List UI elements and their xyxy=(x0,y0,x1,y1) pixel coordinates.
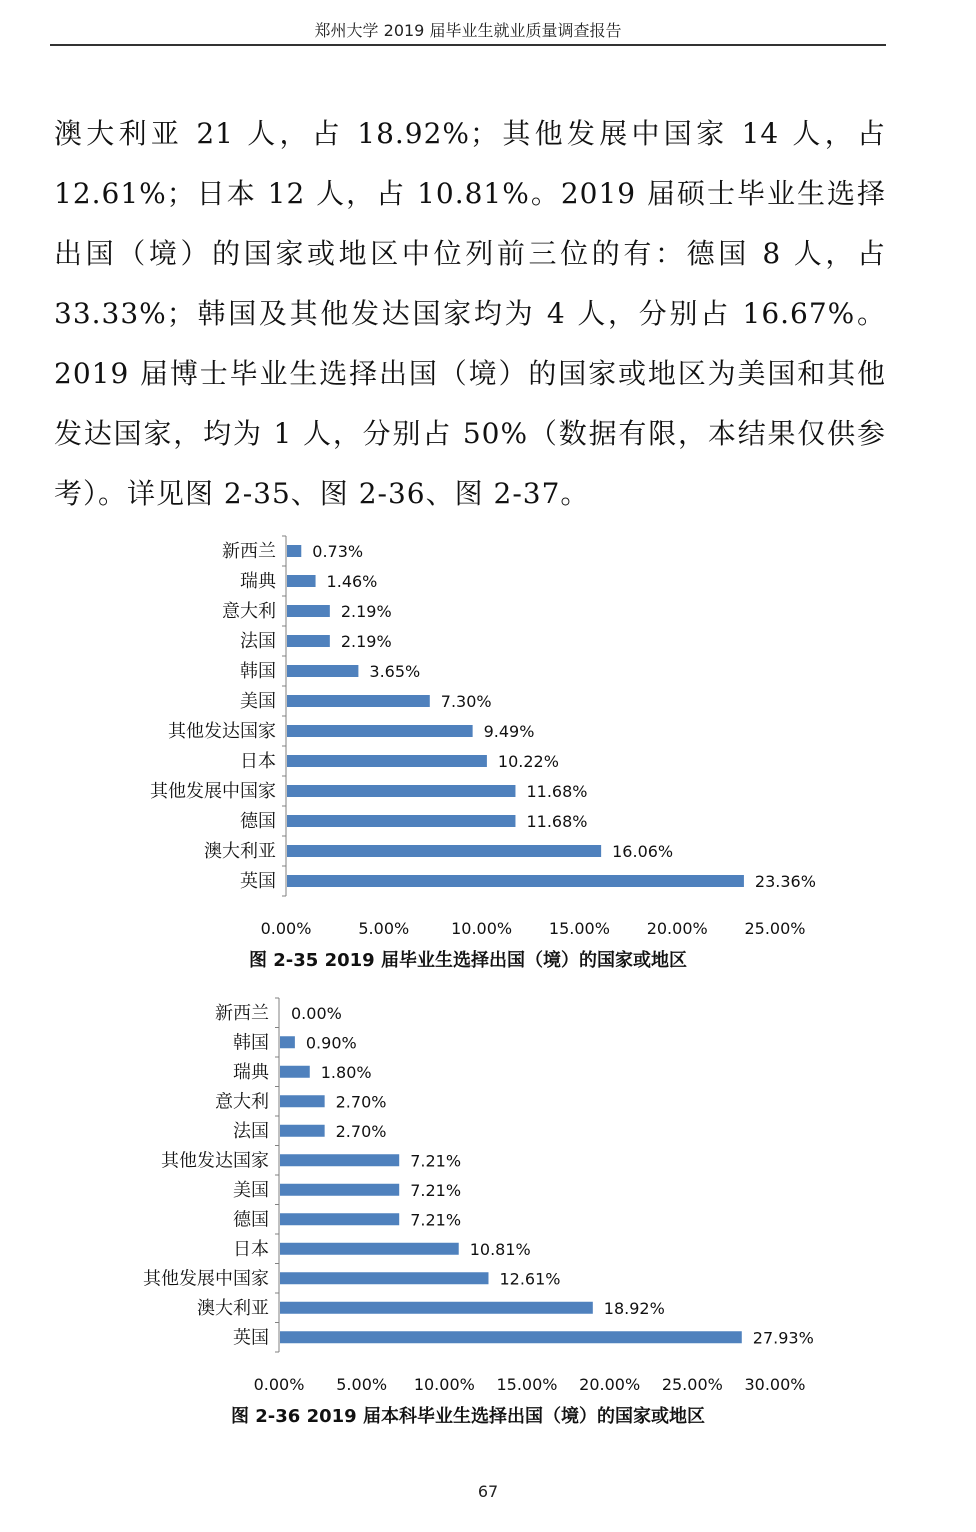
category-label: 日本 xyxy=(233,1238,269,1260)
value-label: 0.73% xyxy=(312,542,364,561)
category-label: 美国 xyxy=(240,691,276,712)
category-label: 德国 xyxy=(233,1209,269,1231)
bar xyxy=(280,1095,325,1107)
x-tick-label: 15.00% xyxy=(548,919,610,938)
x-tick-label: 10.00% xyxy=(451,919,513,938)
value-label: 7.21% xyxy=(410,1151,462,1171)
category-label: 英国 xyxy=(233,1327,269,1349)
x-tick-label: 10.00% xyxy=(413,1375,475,1394)
category-label: 瑞典 xyxy=(240,571,276,592)
value-label: 9.49% xyxy=(483,722,535,741)
category-label: 意大利 xyxy=(222,601,276,622)
bar xyxy=(280,1213,399,1225)
value-label: 7.21% xyxy=(410,1210,462,1230)
value-label: 1.80% xyxy=(320,1062,372,1082)
value-label: 2.70% xyxy=(335,1092,387,1112)
category-label: 英国 xyxy=(240,871,276,892)
category-label: 日本 xyxy=(240,751,276,772)
x-tick-label: 5.00% xyxy=(358,919,410,938)
category-label: 瑞典 xyxy=(233,1061,269,1083)
value-label: 1.46% xyxy=(326,572,378,591)
category-label: 德国 xyxy=(240,811,276,832)
bar xyxy=(287,875,744,887)
value-label: 10.81% xyxy=(469,1239,531,1259)
value-label: 2.19% xyxy=(340,632,392,651)
x-tick-label: 25.00% xyxy=(661,1375,723,1394)
value-label: 2.70% xyxy=(335,1121,387,1141)
bar xyxy=(280,1036,295,1048)
x-tick-label: 5.00% xyxy=(336,1375,388,1394)
body-paragraph: 澳大利亚 21 人，占 18.92%；其他发展中国家 14 人，占 12.61%；日本 12 人，占 10.81%。2019 届硕士毕业生选择出国（境）的国家或地区中位列前三位的有：德国 8 人，占 33.33%；韩国及其他发达国家均为 4 人，分别占 16.67%。2019 届博士毕业生选择出国（境）的国家或地区为美国和其他发达国家，均为 1 人，分别占 50%（数据有限，本结果仅供参考）。详见图 2-35、图 2-36、图 2-37。 xyxy=(54,117,886,510)
bar xyxy=(280,1154,399,1166)
x-tick-label: 20.00% xyxy=(646,919,708,938)
category-label: 其他发展中国家 xyxy=(150,781,276,802)
chart-2-36-plot xyxy=(0,992,976,1396)
x-tick-label: 15.00% xyxy=(496,1375,558,1394)
value-label: 12.61% xyxy=(499,1269,561,1289)
category-label: 其他发达国家 xyxy=(161,1150,269,1172)
x-tick-label: 30.00% xyxy=(744,1375,806,1394)
chart-2-35-plot xyxy=(0,530,976,940)
category-label: 其他发达国家 xyxy=(168,721,276,742)
value-label: 16.06% xyxy=(612,842,674,861)
category-label: 新西兰 xyxy=(215,1002,269,1024)
x-tick-label: 25.00% xyxy=(744,919,806,938)
category-label: 韩国 xyxy=(233,1032,269,1054)
header-divider xyxy=(50,44,886,46)
bar xyxy=(280,1331,742,1343)
category-label: 法国 xyxy=(240,631,276,652)
chart-2-35 xyxy=(0,530,976,990)
value-label: 27.93% xyxy=(752,1328,814,1348)
bar xyxy=(287,665,358,677)
value-label: 0.00% xyxy=(291,1003,342,1023)
x-tick-label: 20.00% xyxy=(579,1375,641,1394)
value-label: 7.21% xyxy=(410,1180,462,1200)
bar xyxy=(280,1302,593,1314)
category-label: 法国 xyxy=(233,1120,269,1142)
value-label: 0.90% xyxy=(305,1033,357,1053)
chart-2-36 xyxy=(0,992,976,1442)
bar xyxy=(280,1066,310,1078)
category-label: 澳大利亚 xyxy=(204,841,276,862)
value-label: 3.65% xyxy=(369,662,421,681)
category-label: 意大利 xyxy=(215,1091,269,1113)
x-tick-label: 0.00% xyxy=(260,919,312,938)
value-label: 7.30% xyxy=(440,692,492,711)
value-label: 2.19% xyxy=(340,602,392,621)
bar xyxy=(287,545,301,557)
chart-2-36-caption: 图 2-36 2019 届本科毕业生选择出国（境）的国家或地区 xyxy=(231,1406,705,1427)
value-label: 23.36% xyxy=(754,872,816,891)
bar xyxy=(287,605,330,617)
category-label: 澳大利亚 xyxy=(197,1297,269,1319)
value-label: 10.22% xyxy=(497,752,559,771)
bar xyxy=(287,725,473,737)
bar xyxy=(280,1125,325,1137)
value-label: 18.92% xyxy=(603,1298,665,1318)
page-number: 67 xyxy=(477,1482,499,1501)
bar xyxy=(287,785,515,797)
category-label: 韩国 xyxy=(240,661,276,682)
value-label: 11.68% xyxy=(526,812,588,831)
bar xyxy=(287,815,515,827)
bar xyxy=(280,1184,399,1196)
category-label: 其他发展中国家 xyxy=(143,1268,269,1290)
running-header: 郑州大学 2019 届毕业生就业质量调查报告 xyxy=(314,21,622,40)
x-tick-label: 0.00% xyxy=(253,1375,305,1394)
category-label: 新西兰 xyxy=(222,541,276,562)
bar xyxy=(280,1243,459,1255)
value-label: 11.68% xyxy=(526,782,588,801)
bar xyxy=(287,635,330,647)
bar xyxy=(287,845,601,857)
bar xyxy=(280,1272,488,1284)
chart-2-35-caption: 图 2-35 2019 届毕业生选择出国（境）的国家或地区 xyxy=(249,950,687,971)
bar xyxy=(287,755,487,767)
category-label: 美国 xyxy=(233,1179,269,1201)
bar xyxy=(287,695,430,707)
bar xyxy=(287,575,316,587)
